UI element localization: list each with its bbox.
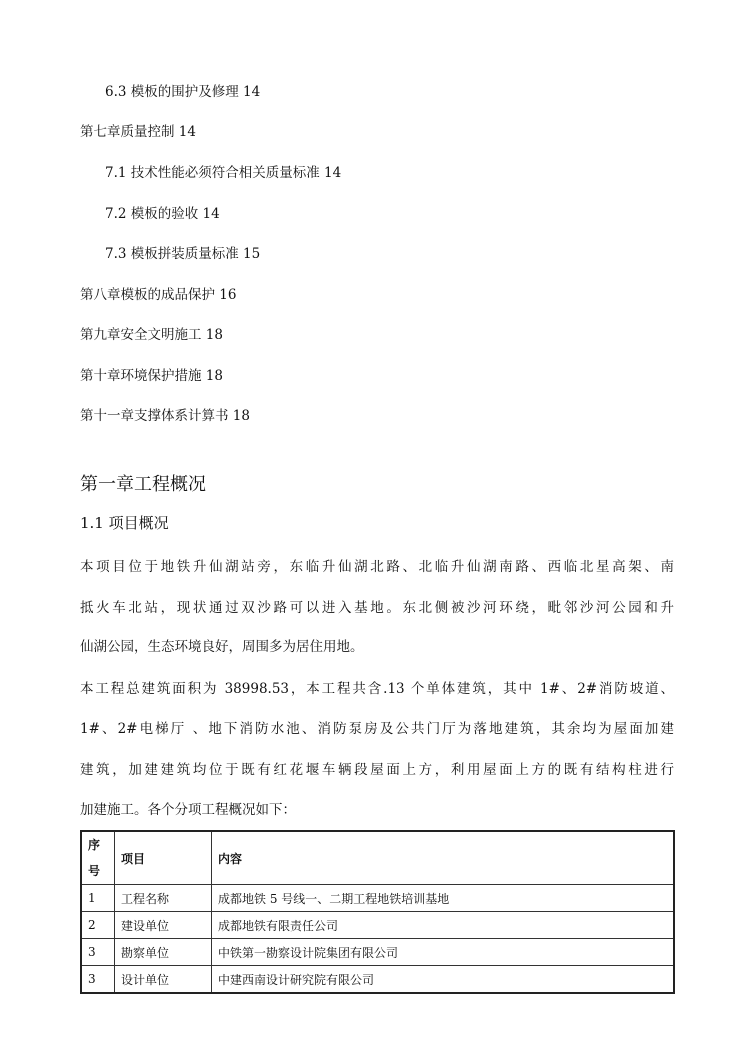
header-item: 项目 — [115, 831, 212, 885]
cell-content: 中建西南设计研究院有限公司 — [212, 966, 675, 994]
paragraph-line: 本项目位于地铁升仙湖站旁，东临升仙湖北路、北临升仙湖南路、西临北星高架、南 — [80, 559, 674, 575]
paragraph-line: 仙湖公园，生态环境良好，周围多为居住用地。 — [80, 639, 364, 655]
cell-seq: 2 — [81, 912, 115, 939]
toc-item[interactable]: 第七章质量控制 14 — [80, 124, 196, 140]
header-seq — [81, 831, 115, 885]
cell-seq: 1 — [81, 885, 115, 912]
paragraph-line: 加建施工。各个分项工程概况如下： — [80, 802, 296, 818]
section-title: 1.1 项目概况 — [80, 514, 169, 532]
toc-item[interactable]: 7.1 技术性能必须符合相关质量标准 14 — [105, 165, 342, 181]
cell-item: 工程名称 — [115, 885, 212, 912]
project-overview-table — [80, 830, 675, 994]
cell-item: 设计单位 — [115, 966, 212, 994]
paragraph-line: 建筑，加建建筑均位于既有红花堰车辆段屋面上方，利用屋面上方的既有结构柱进行 — [80, 762, 674, 778]
paragraph-line: 抵火车北站，现状通过双沙路可以进入基地。东北侧被沙河环绕，毗邻沙河公园和升 — [80, 600, 674, 616]
cell-item: 勘察单位 — [115, 939, 212, 966]
table-row — [81, 966, 674, 994]
chapter-title: 第一章工程概况 — [80, 474, 206, 495]
toc-item[interactable]: 6.3 模板的围护及修理 14 — [105, 84, 261, 100]
toc-item[interactable]: 第十一章支撑体系计算书 18 — [80, 408, 250, 424]
cell-content: 成都地铁 5 号线一、二期工程地铁培训基地 — [212, 885, 675, 912]
toc-item[interactable]: 第十章环境保护措施 18 — [80, 368, 223, 384]
header-seq-line1: 序 — [88, 838, 101, 852]
paragraph-line: 1#、2#电梯厅 、地下消防水池、消防泵房及公共门厅为落地建筑，其余均为屋面加建 — [80, 721, 674, 737]
cell-content: 中铁第一勘察设计院集团有限公司 — [212, 939, 675, 966]
header-seq-line2: 号 — [88, 864, 101, 878]
cell-seq: 3 — [81, 966, 115, 994]
table-row — [81, 885, 674, 912]
cell-item: 建设单位 — [115, 912, 212, 939]
toc-item[interactable]: 第九章安全文明施工 18 — [80, 327, 223, 343]
table-row — [81, 939, 674, 966]
table-row — [81, 912, 674, 939]
toc-item[interactable]: 7.3 模板拼装质量标准 15 — [105, 246, 261, 262]
table-header-row — [81, 831, 674, 885]
toc-item[interactable]: 第八章模板的成品保护 16 — [80, 287, 237, 303]
header-content: 内容 — [212, 831, 675, 885]
toc-item[interactable]: 7.2 模板的验收 14 — [105, 206, 220, 222]
cell-seq: 3 — [81, 939, 115, 966]
cell-content: 成都地铁有限责任公司 — [212, 912, 675, 939]
paragraph-line: 本工程总建筑面积为 38998.53，本工程共含.13 个单体建筑，其中 1#、2#消防坡道、 — [80, 681, 674, 697]
